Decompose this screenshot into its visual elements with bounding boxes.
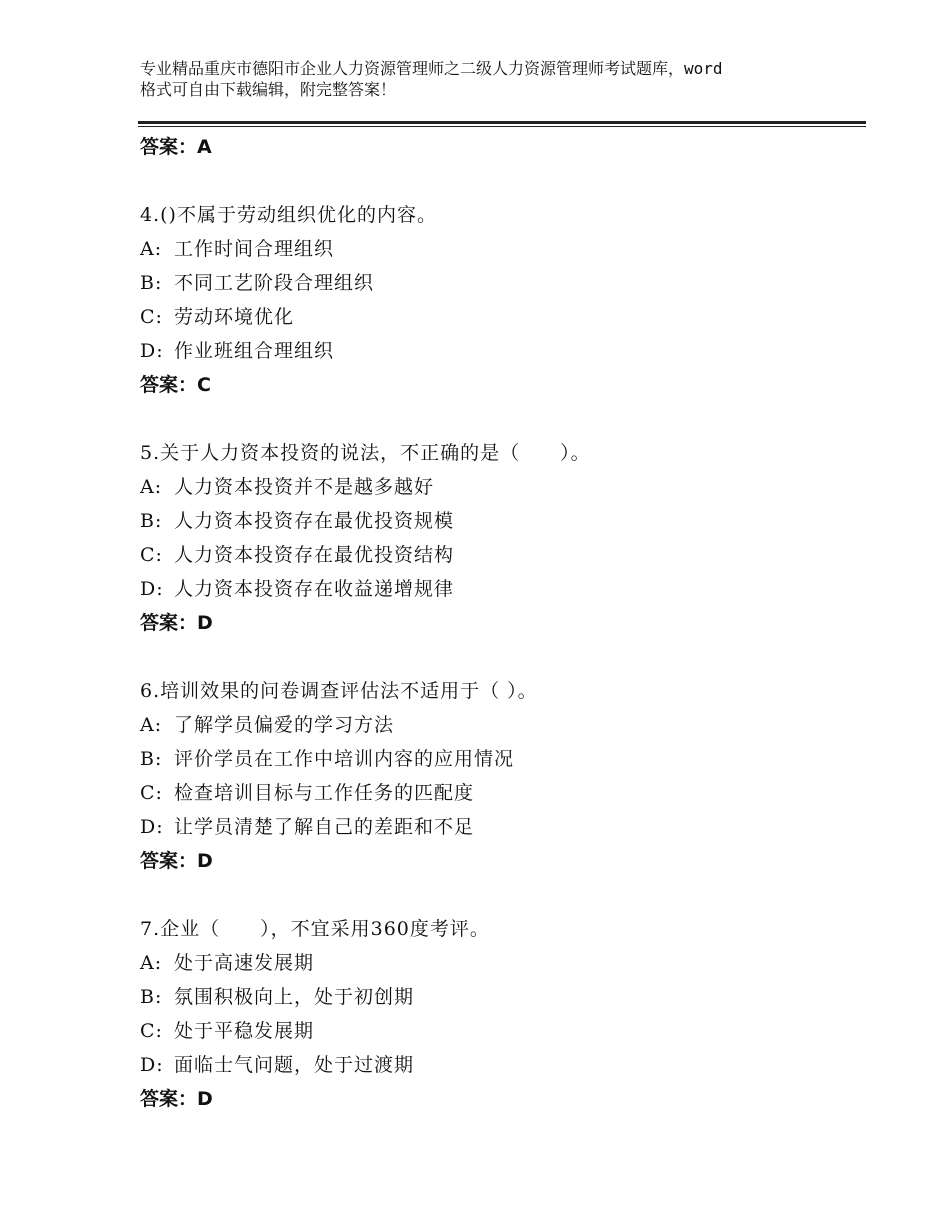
option-text: 面临士气问题，处于过渡期 [174, 1054, 415, 1076]
answer-line: 答案：A [140, 136, 212, 158]
option-text: 人力资本投资存在收益递增规律 [174, 578, 455, 600]
option-b [140, 980, 860, 1014]
option-text: 检查培训目标与工作任务的匹配度 [174, 782, 475, 804]
option-key: D: [140, 1054, 164, 1076]
option-key: D: [140, 578, 164, 600]
question-block [140, 198, 860, 402]
option-b [140, 504, 860, 538]
option-d [140, 572, 860, 606]
option-a [140, 946, 860, 980]
option-text: 人力资本投资并不是越多越好 [174, 476, 435, 498]
option-key: B: [140, 510, 163, 532]
option-text: 作业班组合理组织 [174, 340, 335, 362]
option-key: A: [140, 476, 163, 498]
option-c [140, 776, 860, 810]
question-stem: 7.企业（ ），不宜采用360度考评。 [140, 918, 490, 940]
option-b [140, 266, 860, 300]
option-d [140, 334, 860, 368]
option-d [140, 1048, 860, 1082]
spacer [140, 164, 860, 198]
option-key: C: [140, 544, 163, 566]
option-d [140, 810, 860, 844]
header-line-2: 格式可自由下载编辑，附完整答案！ [140, 80, 397, 99]
option-text: 处于平稳发展期 [174, 1020, 315, 1042]
option-key: D: [140, 816, 164, 838]
option-text: 处于高速发展期 [174, 952, 315, 974]
option-text: 劳动环境优化 [174, 306, 295, 328]
option-a [140, 708, 860, 742]
header-rule-thin [138, 126, 866, 127]
option-text: 人力资本投资存在最优投资规模 [174, 510, 455, 532]
option-c [140, 1014, 860, 1048]
option-key: C: [140, 1020, 163, 1042]
option-key: B: [140, 272, 163, 294]
option-c [140, 300, 860, 334]
option-key: B: [140, 748, 163, 770]
question-block [140, 674, 860, 878]
option-text: 氛围积极向上，处于初创期 [174, 986, 415, 1008]
header-rule-thick [138, 121, 866, 124]
option-b [140, 742, 860, 776]
question-stem: 6.培训效果的问卷调查评估法不适用于（ ）。 [140, 680, 538, 702]
option-key: A: [140, 952, 163, 974]
option-key: C: [140, 782, 163, 804]
question-list [140, 130, 860, 1116]
option-text: 人力资本投资存在最优投资结构 [174, 544, 455, 566]
option-key: A: [140, 714, 163, 736]
option-c [140, 538, 860, 572]
question-block [140, 912, 860, 1116]
question-stem: 5.关于人力资本投资的说法，不正确的是（ ）。 [140, 442, 591, 464]
option-key: D: [140, 340, 164, 362]
option-key: B: [140, 986, 163, 1008]
question-stem: 4.()不属于劳动组织优化的内容。 [140, 204, 437, 226]
spacer [140, 640, 860, 674]
option-key: C: [140, 306, 163, 328]
answer-line: 答案：D [140, 850, 213, 872]
answer-line: 答案：D [140, 612, 213, 634]
option-text: 不同工艺阶段合理组织 [174, 272, 375, 294]
spacer [140, 402, 860, 436]
header-line-1: 专业精品重庆市德阳市企业人力资源管理师之二级人力资源管理师考试题库，word [140, 59, 723, 78]
option-text: 工作时间合理组织 [174, 238, 335, 260]
document-header [140, 58, 840, 100]
question-block [140, 436, 860, 640]
answer-line: 答案：D [140, 1088, 213, 1110]
option-text: 评价学员在工作中培训内容的应用情况 [174, 748, 515, 770]
option-key: A: [140, 238, 163, 260]
option-text: 让学员清楚了解自己的差距和不足 [174, 816, 475, 838]
option-a [140, 232, 860, 266]
option-text: 了解学员偏爱的学习方法 [174, 714, 395, 736]
spacer [140, 878, 860, 912]
option-a [140, 470, 860, 504]
answer-line: 答案：C [140, 374, 211, 396]
